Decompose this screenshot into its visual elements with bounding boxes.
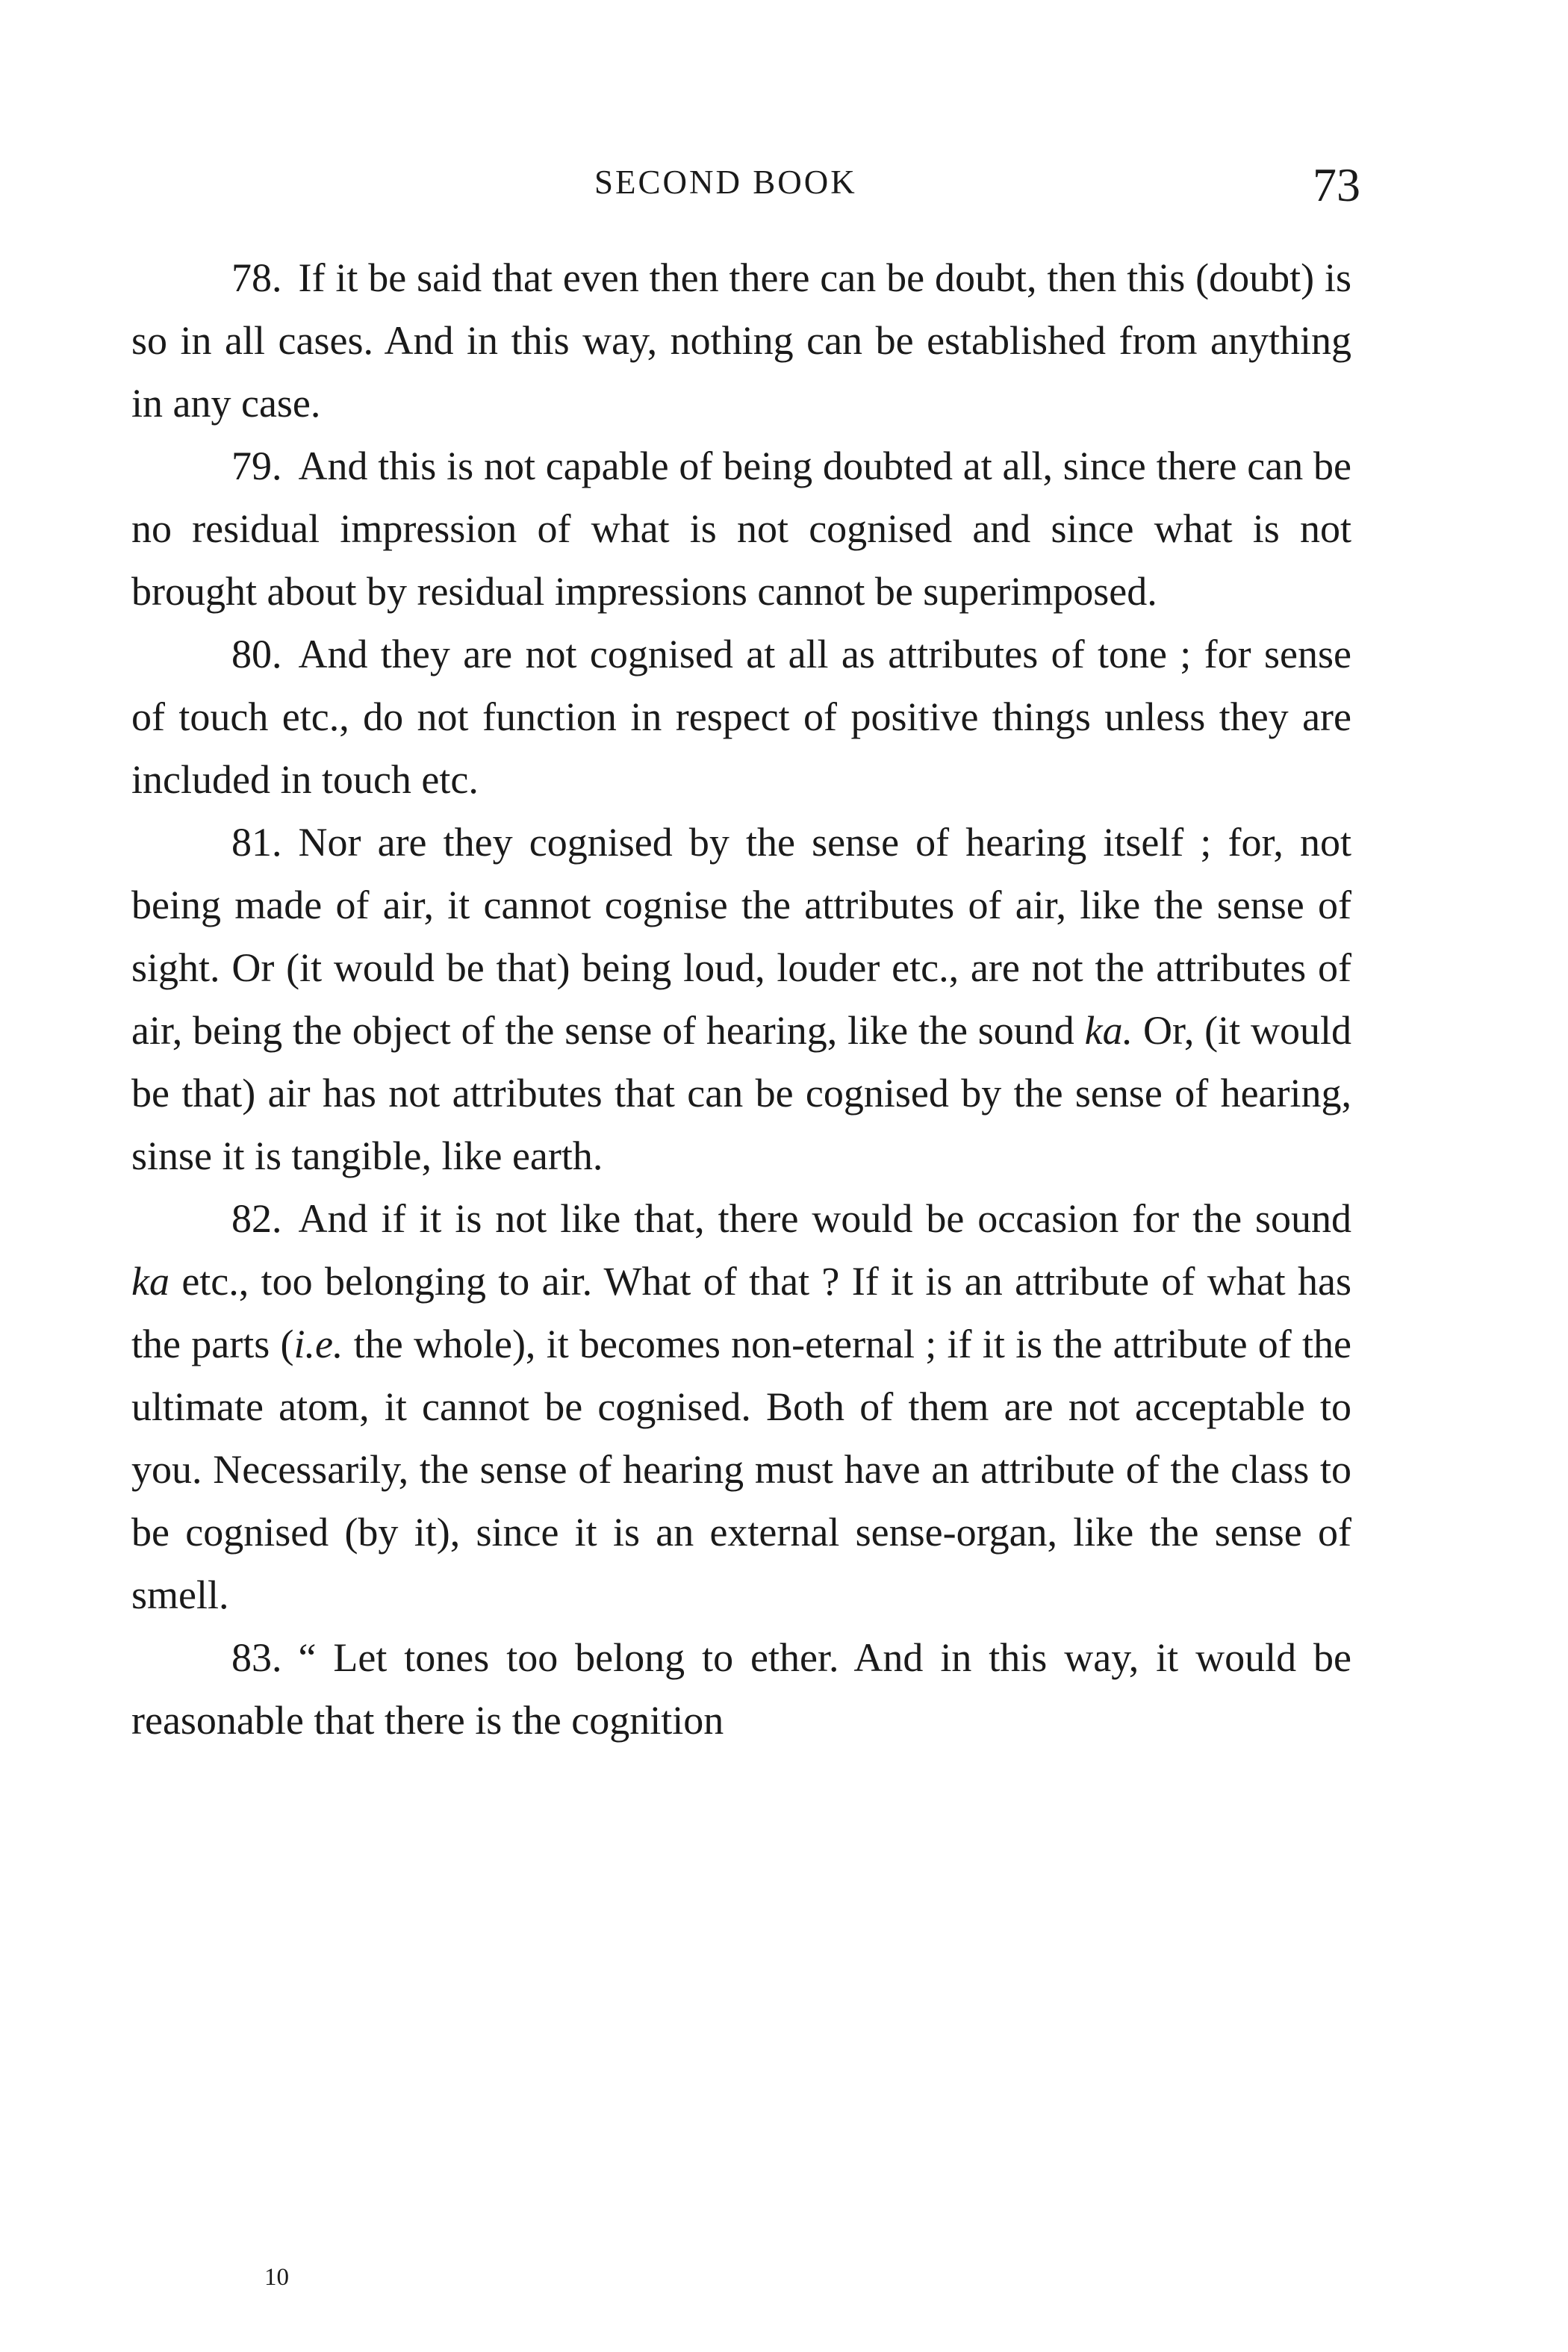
paragraph-text: If it be said that even then there can be doubt, then this (doubt) is so in all cases. And in this way, nothing can be established from anything in any case. [131, 255, 1351, 426]
paragraph-number: 82. [231, 1196, 282, 1241]
italic-term: ka. [1084, 1008, 1133, 1053]
paragraph-number: 83. [231, 1635, 282, 1680]
paragraph-text: the whole), it becomes non-eternal ; if it is the attribute of the ultimate atom, it cannot be cognised. Both of them are not acceptable to you. Necessarily, the sense of hearing must have an attribute of the class to be cognised (by it), since it is an external sense-organ, like the sense of smell. [131, 1322, 1352, 1617]
paragraph-text: “ Let tones too belong to ether. And in this way, it would be reasonable that there is the cognition [131, 1635, 1351, 1743]
paragraph-number: 78. [231, 255, 282, 300]
paragraph-80 [131, 623, 1351, 811]
paragraph-78 [131, 246, 1351, 435]
signature-mark: 10 [264, 2264, 289, 2291]
paragraph-number: 80. [231, 632, 282, 676]
paragraph-text: Nor are they cognised by the sense of hearing itself ; for, not being made of air, it cannot cognise the attributes of air, like the sense of sight. Or (it would be that) being loud, louder etc., are not the attributes of air, being the object of the sense of hearing, like the sound [131, 820, 1351, 1053]
paragraph-text: Or, (it would be that) air has not attributes that can be cognised by the sense of hearing, sinse it is tangible, like earth. [131, 1008, 1352, 1178]
paragraph-text: etc., too belonging to air. What of that ? If it is an attribute of what has the parts ( [131, 1259, 1351, 1366]
paragraph-text: And this is not capable of being doubted at all, since there can be no residual impression of what is not cognised and since what is not brought about by residual impressions cannot be superimposed. [131, 444, 1351, 614]
body-text [131, 246, 1351, 1752]
running-title: SECOND BOOK [594, 164, 857, 201]
paragraph-82 [131, 1187, 1351, 1626]
paragraph-83 [131, 1626, 1351, 1752]
paragraph-text: And they are not cognised at all as attributes of tone ; for sense of touch etc., do not function in respect of positive things unless they are included in touch etc. [131, 632, 1351, 802]
paragraph-text: And if it is not like that, there would be occasion for the sound [298, 1196, 1351, 1241]
paragraph-number: 81. [231, 820, 282, 865]
paragraph-number: 79. [231, 444, 282, 488]
page-number: 73 [1313, 158, 1360, 211]
italic-abbreviation: i.e. [293, 1322, 343, 1366]
paragraph-81 [131, 811, 1351, 1187]
italic-term: ka [131, 1259, 169, 1304]
paragraph-79 [131, 435, 1351, 623]
